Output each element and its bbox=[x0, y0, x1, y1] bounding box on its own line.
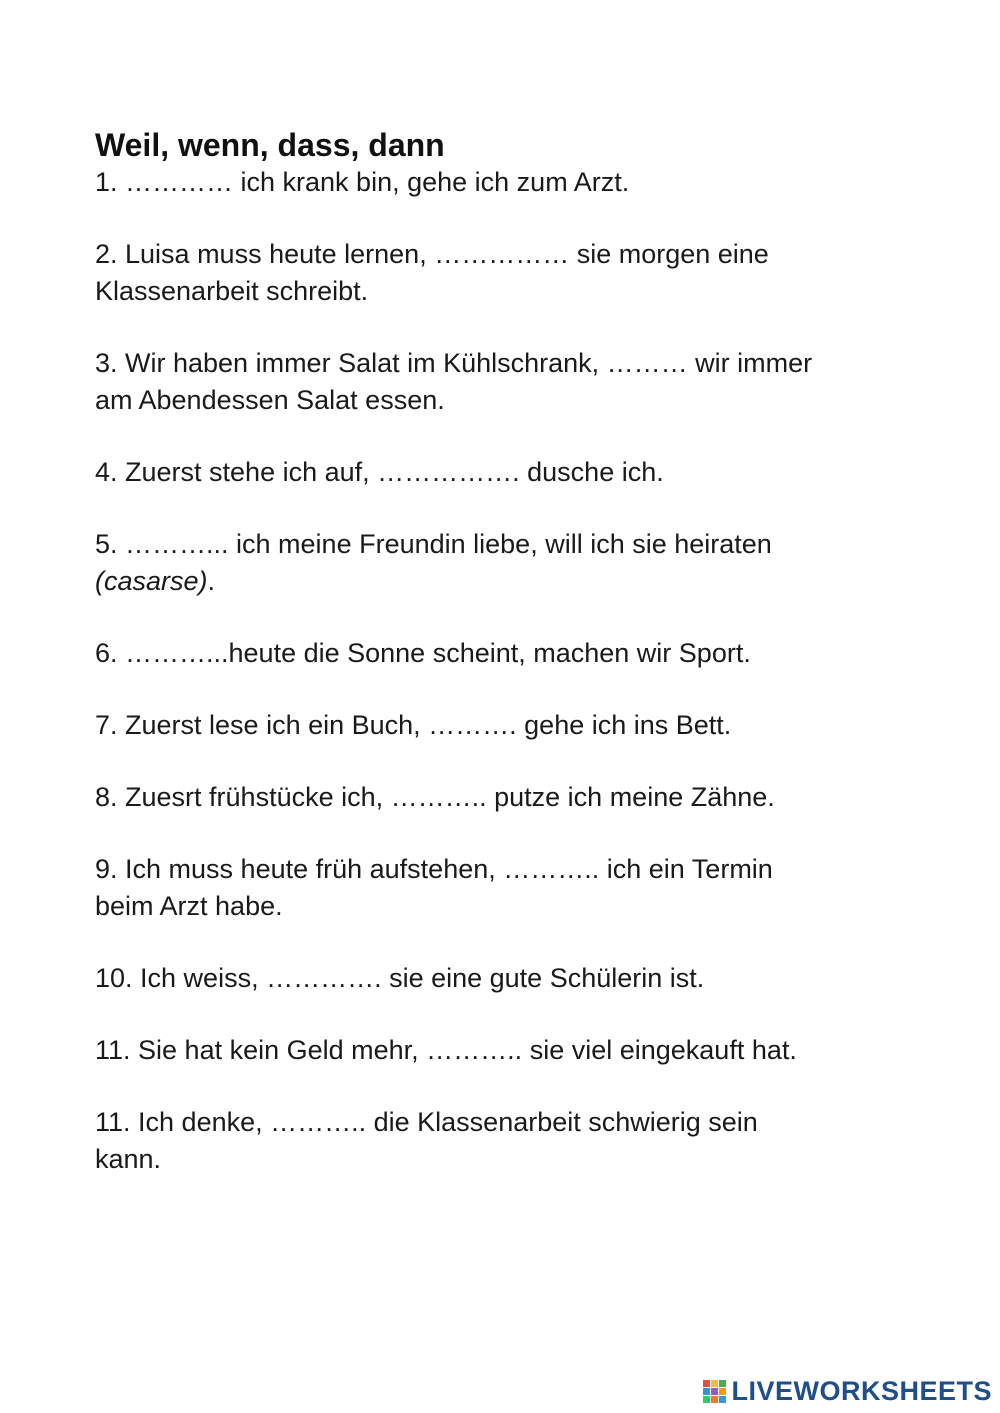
logo-tile bbox=[711, 1396, 718, 1403]
exercise-line bbox=[95, 563, 925, 600]
exercise-line: 1. ………… ich krank bin, gehe ich zum Arzt. bbox=[95, 167, 630, 197]
logo-tile bbox=[711, 1388, 718, 1395]
exercise-line: kann. bbox=[95, 1144, 162, 1174]
brand-name: LIVEWORKSHEETS bbox=[731, 1376, 992, 1406]
exercise-item-2 bbox=[95, 236, 925, 310]
exercise-item-5 bbox=[95, 526, 925, 600]
worksheet bbox=[95, 126, 925, 1178]
exercise-item-1 bbox=[95, 164, 925, 201]
exercise-item-8 bbox=[95, 779, 925, 816]
worksheet-title: Weil, wenn, dass, dann bbox=[95, 127, 445, 163]
exercise-item-6 bbox=[95, 635, 925, 672]
exercise-item-12 bbox=[95, 1104, 925, 1178]
logo-tile bbox=[719, 1388, 726, 1395]
exercise-line: beim Arzt habe. bbox=[95, 891, 283, 921]
exercise-item-11 bbox=[95, 1032, 925, 1069]
exercise-line: 9. Ich muss heute früh aufstehen, ……….. ich ein Termin bbox=[95, 854, 773, 884]
exercise-line-tail: . bbox=[207, 566, 216, 596]
exercise-line: am Abendessen Salat essen. bbox=[95, 385, 445, 415]
exercise-line: 11. Ich denke, ……….. die Klassenarbeit schwierig sein bbox=[95, 1107, 758, 1137]
exercise-line: 11. Sie hat kein Geld mehr, ……….. sie viel eingekauft hat. bbox=[95, 1035, 797, 1065]
exercise-item-9 bbox=[95, 851, 925, 925]
logo-tile bbox=[703, 1396, 710, 1403]
exercise-line: 5. ………... ich meine Freundin liebe, will ich sie heiraten bbox=[95, 529, 772, 559]
footer-brand[interactable] bbox=[703, 1376, 992, 1407]
exercise-item-3 bbox=[95, 345, 925, 419]
logo-tile bbox=[711, 1380, 718, 1387]
exercise-line: 7. Zuerst lese ich ein Buch, ………. gehe ich ins Bett. bbox=[95, 710, 732, 740]
exercise-line: 6. ………...heute die Sonne scheint, machen wir Sport. bbox=[95, 638, 751, 668]
exercise-line: 3. Wir haben immer Salat im Kühlschrank, ……… wir immer bbox=[95, 348, 813, 378]
exercise-line: 10. Ich weiss, …………. sie eine gute Schülerin ist. bbox=[95, 963, 705, 993]
exercise-line: 2. Luisa muss heute lernen, …………… sie morgen eine bbox=[95, 239, 769, 269]
logo-tile bbox=[703, 1380, 710, 1387]
exercise-item-7 bbox=[95, 707, 925, 744]
exercise-item-4 bbox=[95, 454, 925, 491]
logo-tile bbox=[719, 1380, 726, 1387]
logo-tile bbox=[719, 1396, 726, 1403]
logo-tile bbox=[703, 1388, 710, 1395]
exercise-line: 4. Zuerst stehe ich auf, ……………. dusche ich. bbox=[95, 457, 664, 487]
exercise-item-10 bbox=[95, 960, 925, 997]
exercise-italic-note: (casarse) bbox=[95, 566, 208, 596]
exercise-line: Klassenarbeit schreibt. bbox=[95, 276, 369, 306]
liveworksheets-logo-icon bbox=[703, 1380, 726, 1403]
exercise-line: 8. Zuesrt frühstücke ich, ……….. putze ich meine Zähne. bbox=[95, 782, 775, 812]
